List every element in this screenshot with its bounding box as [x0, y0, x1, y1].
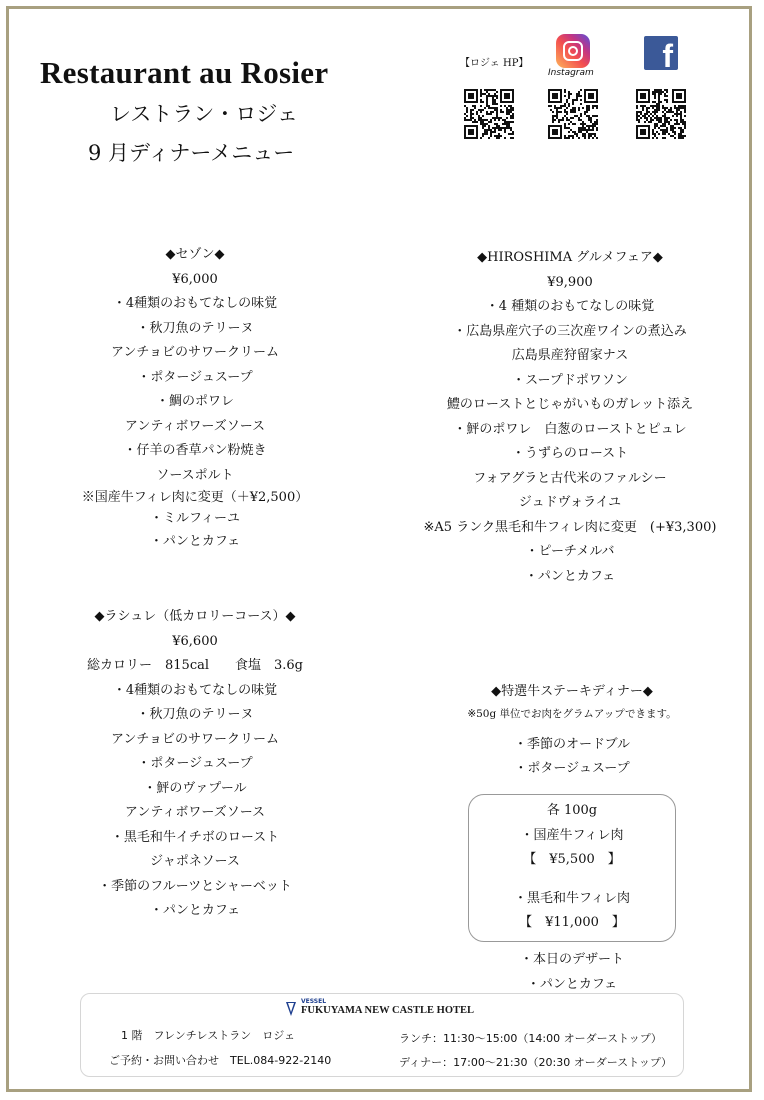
menu-title: 9 月ディナーメニュー [88, 141, 295, 165]
menu-item: ・パンとカフェ [526, 976, 618, 992]
menu-item: アンティボワーズソース [124, 418, 266, 434]
course-title: ◆特選牛ステーキディナー◆ [491, 684, 653, 699]
menu-item: アンティボワーズソース [124, 805, 266, 820]
course-title: ◆HIROSHIMA グルメフェア◆ [477, 250, 663, 265]
steak-after-list [430, 948, 714, 997]
steak-weight: 各 100g [546, 803, 598, 818]
hotel-logo-small: VESSEL [301, 998, 327, 1005]
menu-item: ・ミルフィーユ [150, 511, 240, 526]
hotel-logo-icon [284, 1001, 298, 1017]
qr-code-facebook[interactable] [636, 89, 686, 139]
spacer [469, 873, 675, 887]
menu-item: ・季節のオードブル [513, 736, 631, 752]
qr-code-hp[interactable] [464, 89, 514, 139]
restaurant-title-en: Restaurant au Rosier [40, 55, 329, 90]
menu-item: ・4種類のおもてなしの味覚 [112, 682, 278, 698]
course-low-calorie [60, 605, 330, 924]
menu-item: ジャポネソース [150, 854, 240, 869]
menu-item: ・鮃のポワレ 白葱のローストとピュレ [453, 421, 687, 437]
menu-item: 鱧のローストとじゃがいものガレット添え [446, 397, 694, 412]
menu-item: ・パンとカフェ [524, 568, 616, 584]
menu-item: ジュドヴォライユ [518, 495, 622, 510]
lunch-hours: ランチ：11:30～15:00（14:00 オーダーストップ） [399, 1032, 662, 1045]
menu-item: アンチョビのサワークリーム [110, 731, 280, 747]
qr-code-instagram[interactable] [548, 89, 598, 139]
course-price: ¥9,900 [547, 274, 593, 290]
facebook-icon[interactable]: f [644, 36, 678, 70]
floor-info: 1 階 フレンチレストラン ロジェ [121, 1029, 296, 1042]
menu-item: 広島県産狩留家ナス [511, 348, 629, 363]
menu-item: アンチョビのサワークリーム [110, 345, 280, 360]
course-price: ¥6,000 [172, 271, 218, 287]
steak-choice-list [469, 799, 675, 936]
menu-item: ・国産牛フィレ肉 [520, 827, 624, 843]
menu-item: ・黒毛和牛イチボのロースト [110, 829, 280, 845]
steak-choice-box [468, 794, 676, 942]
course-price: ¥6,600 [172, 633, 218, 649]
menu-option: ※国産牛フィレ肉に変更（＋¥2,500） [81, 490, 309, 505]
menu-item: ・仔羊の香草パン粉焼き [123, 443, 267, 458]
course-saison [60, 243, 330, 555]
menu-item: ・パンとカフェ [149, 534, 241, 549]
course-hiroshima [410, 246, 730, 589]
menu-item: ・ポタージュスープ [137, 369, 253, 385]
hotel-name: FUKUYAMA NEW CASTLE HOTEL [301, 1005, 474, 1016]
menu-item: フォアグラと古代米のファルシー [473, 470, 667, 486]
menu-item: ・秋刀魚のテリーヌ [136, 320, 254, 336]
menu-item: ・秋刀魚のテリーヌ [136, 707, 254, 722]
menu-item: ・鮃のヴァプール [143, 780, 247, 796]
course-steak [430, 680, 714, 782]
footer-info [80, 993, 684, 1077]
price-bracket: 【 ¥5,500 】 [523, 852, 621, 867]
instagram-label: Instagram [548, 68, 594, 78]
menu-item: ・4 種類のおもてなしの味覚 [485, 299, 655, 314]
menu-item: ・季節のフルーツとシャーベット [98, 878, 292, 894]
menu-item: ・ポタージュスープ [137, 756, 253, 771]
menu-item: ・パンとカフェ [149, 903, 241, 918]
menu-item: ・4種類のおもてなしの味覚 [112, 296, 278, 311]
steak-note: ※50g 単位でお肉をグラムアップできます。 [467, 707, 677, 720]
menu-option: ※A5 ランク黒毛和牛フィレ肉に変更 (+¥3,300) [423, 519, 717, 535]
menu-item: ・ポタージュスープ [514, 761, 630, 776]
contact-info: ご予約・お問い合わせ TEL.084-922-2140 [109, 1054, 332, 1067]
instagram-icon[interactable] [556, 34, 590, 68]
menu-item: ・本日のデザート [519, 952, 624, 967]
menu-item: ・鯛のポワレ [155, 394, 234, 409]
price-bracket: 【 ¥11,000 】 [519, 915, 625, 930]
restaurant-title-ja: レストラン・ロジェ [110, 102, 298, 126]
menu-item: ソースポルト [156, 467, 234, 483]
menu-item: ・スープドポワソン [512, 372, 628, 388]
menu-item: ・ピーチメルバ [525, 544, 615, 559]
course-title: ◆ラシュレ（低カロリーコース）◆ [94, 609, 296, 624]
course-title: ◆セゾン◆ [165, 247, 225, 262]
calorie-info: 総カロリー 815cal 食塩 3.6g [87, 658, 303, 673]
menu-item: ・うずらのロースト [511, 446, 629, 461]
menu-item: ・黒毛和牛フィレ肉 [514, 890, 630, 906]
hp-label: 【ロジェ HP】 [460, 58, 529, 69]
menu-item: ・広島県産穴子の三次産ワインの煮込み [453, 323, 687, 339]
dinner-hours: ディナー：17:00～21:30（20:30 オーダーストップ） [399, 1056, 672, 1069]
